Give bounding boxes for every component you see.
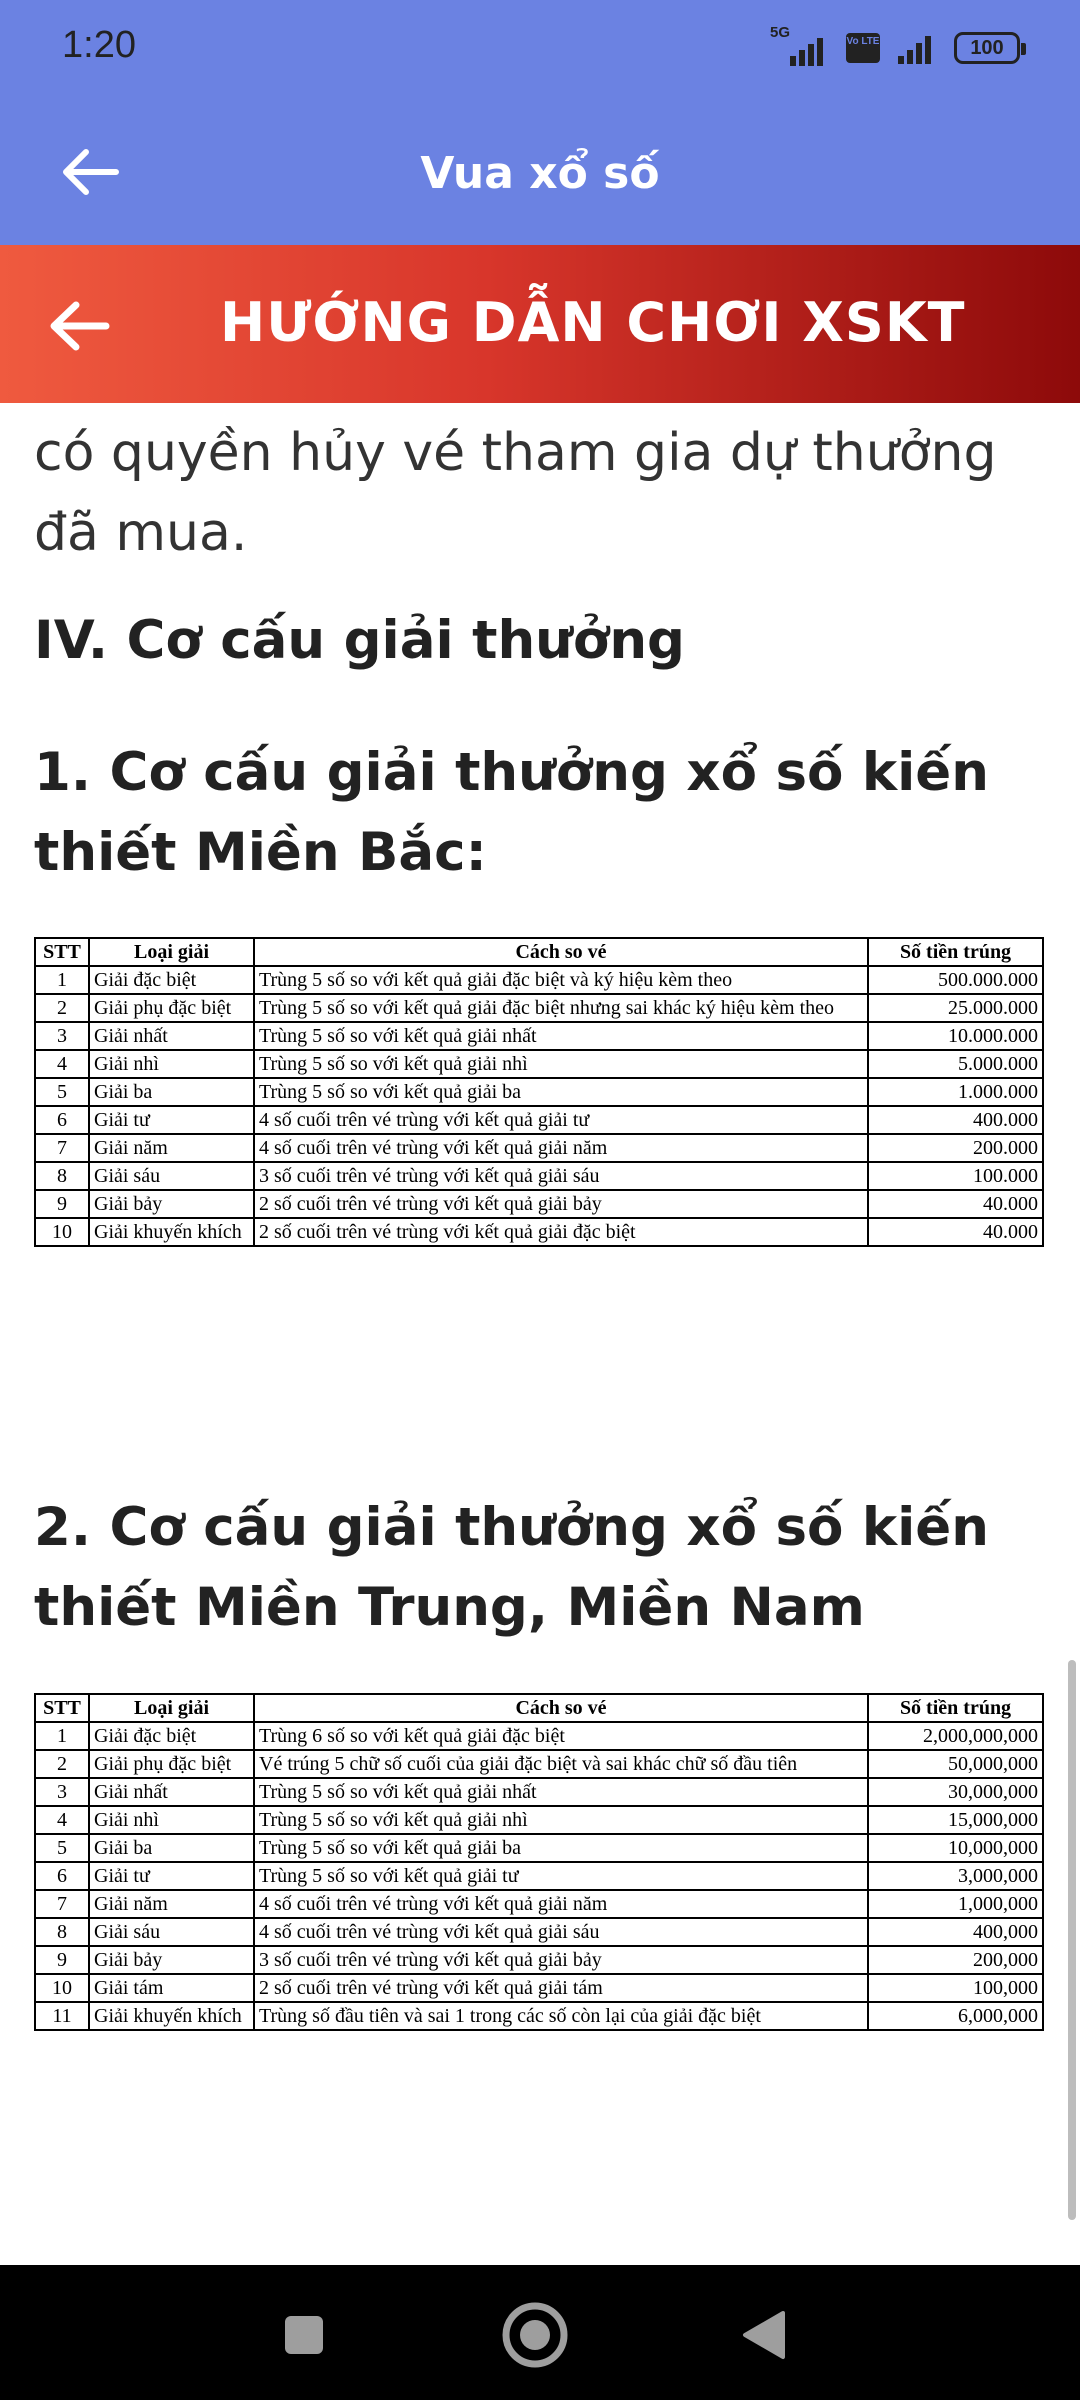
row-type: Giải khuyến khích	[89, 1218, 254, 1246]
row-amount: 6,000,000	[868, 2002, 1043, 2030]
status-bar	[0, 0, 1080, 100]
row-type: Giải bảy	[89, 1190, 254, 1218]
row-amount: 200.000	[868, 1134, 1043, 1162]
col-stt: STT	[35, 938, 89, 966]
app-bar	[0, 100, 1080, 245]
scrollbar-thumb[interactable]	[1068, 1660, 1076, 2220]
table-row	[35, 1106, 1043, 1134]
row-type: Giải tám	[89, 1974, 254, 2002]
row-amount: 1,000,000	[868, 1890, 1043, 1918]
table-row	[35, 1190, 1043, 1218]
row-how: Trùng 5 số so với kết quả giải đặc biệt nhưng sai khác ký hiệu kèm theo	[254, 994, 868, 1022]
row-amount: 25.000.000	[868, 994, 1043, 1022]
row-type: Giải tư	[89, 1862, 254, 1890]
banner-back-arrow-icon[interactable]	[46, 293, 112, 359]
col-how: Cách so vé	[254, 1694, 868, 1722]
table-row	[35, 1078, 1043, 1106]
row-amount: 40.000	[868, 1190, 1043, 1218]
row-amount: 10.000.000	[868, 1022, 1043, 1050]
row-type: Giải phụ đặc biệt	[89, 994, 254, 1022]
row-amount: 50,000,000	[868, 1750, 1043, 1778]
row-type: Giải đặc biệt	[89, 966, 254, 994]
row-amount: 15,000,000	[868, 1806, 1043, 1834]
row-stt: 3	[35, 1778, 89, 1806]
row-stt: 6	[35, 1862, 89, 1890]
row-type: Giải khuyến khích	[89, 2002, 254, 2030]
row-stt: 9	[35, 1946, 89, 1974]
row-how: Trùng 5 số so với kết quả giải nhất	[254, 1778, 868, 1806]
row-stt: 2	[35, 1750, 89, 1778]
table-row	[35, 1862, 1043, 1890]
row-how: Trùng 5 số so với kết quả giải ba	[254, 1078, 868, 1106]
row-amount: 200,000	[868, 1946, 1043, 1974]
system-nav-bar	[0, 2265, 1080, 2400]
row-how: 4 số cuối trên vé trùng với kết quả giải năm	[254, 1134, 868, 1162]
row-how: 4 số cuối trên vé trùng với kết quả giải sáu	[254, 1918, 868, 1946]
row-type: Giải ba	[89, 1834, 254, 1862]
row-stt: 5	[35, 1078, 89, 1106]
row-stt: 9	[35, 1190, 89, 1218]
section-title: IV. Cơ cấu giải thưởng	[34, 610, 685, 671]
col-amount: Số tiền trúng	[868, 938, 1043, 966]
back-button[interactable]	[724, 2295, 804, 2375]
row-how: Vé trúng 5 chữ số cuối của giải đặc biệt và sai khác chữ số đầu tiên	[254, 1750, 868, 1778]
table-header-row	[35, 938, 1043, 966]
home-circle-icon	[500, 2300, 570, 2370]
row-how: 2 số cuối trên vé trùng với kết quả giải tám	[254, 1974, 868, 2002]
col-stt: STT	[35, 1694, 89, 1722]
table-row	[35, 1946, 1043, 1974]
row-how: Trùng 5 số so với kết quả giải nhì	[254, 1050, 868, 1078]
table-row	[35, 1834, 1043, 1862]
row-stt: 4	[35, 1050, 89, 1078]
row-how: 4 số cuối trên vé trùng với kết quả giải tư	[254, 1106, 868, 1134]
table-row	[35, 1722, 1043, 1750]
row-how: 2 số cuối trên vé trùng với kết quả giải bảy	[254, 1190, 868, 1218]
table-row	[35, 1750, 1043, 1778]
row-amount: 2,000,000,000	[868, 1722, 1043, 1750]
row-how: 2 số cuối trên vé trùng với kết quả giải đặc biệt	[254, 1218, 868, 1246]
row-stt: 5	[35, 1834, 89, 1862]
central-south-title: 2. Cơ cấu giải thưởng xổ số kiến thiết Miền Trung, Miền Nam	[34, 1497, 989, 1638]
row-stt: 10	[35, 1218, 89, 1246]
row-how: Trùng 5 số so với kết quả giải đặc biệt và ký hiệu kèm theo	[254, 966, 868, 994]
row-how: Trùng 5 số so với kết quả giải nhì	[254, 1806, 868, 1834]
app-title: Vua xổ số	[420, 148, 660, 199]
row-stt: 7	[35, 1890, 89, 1918]
row-how: 3 số cuối trên vé trùng với kết quả giải bảy	[254, 1946, 868, 1974]
row-type: Giải tư	[89, 1106, 254, 1134]
table-row	[35, 2002, 1043, 2030]
row-how: 3 số cuối trên vé trùng với kết quả giải sáu	[254, 1162, 868, 1190]
table-row	[35, 1050, 1043, 1078]
north-prize-table	[34, 937, 1044, 1247]
row-type: Giải bảy	[89, 1946, 254, 1974]
home-button[interactable]	[495, 2295, 575, 2375]
table-row	[35, 1778, 1043, 1806]
row-stt: 1	[35, 1722, 89, 1750]
row-amount: 40.000	[868, 1218, 1043, 1246]
row-amount: 5.000.000	[868, 1050, 1043, 1078]
table-row	[35, 1890, 1043, 1918]
signal-5g-icon	[770, 24, 832, 68]
intro-paragraph: có quyền hủy vé tham gia dự thưởng đã mua.	[34, 423, 997, 563]
row-type: Giải nhất	[89, 1778, 254, 1806]
banner-title: HƯỚNG DẪN CHƠI XSKT	[220, 291, 966, 354]
table-header-row	[35, 1694, 1043, 1722]
col-amount: Số tiền trúng	[868, 1694, 1043, 1722]
row-amount: 100,000	[868, 1974, 1043, 2002]
row-amount: 100.000	[868, 1162, 1043, 1190]
row-stt: 11	[35, 2002, 89, 2030]
col-how: Cách so vé	[254, 938, 868, 966]
central-south-prize-table	[34, 1693, 1044, 2031]
recents-square-icon	[282, 2313, 326, 2357]
row-stt: 6	[35, 1106, 89, 1134]
row-how: Trùng 6 số so với kết quả giải đặc biệt	[254, 1722, 868, 1750]
volte-icon	[846, 33, 880, 63]
status-time: 1:20	[62, 24, 136, 66]
battery-icon	[954, 32, 1020, 64]
row-stt: 1	[35, 966, 89, 994]
guide-banner	[0, 245, 1080, 403]
network-label: 5G	[770, 24, 791, 41]
row-type: Giải nhì	[89, 1050, 254, 1078]
row-amount: 1.000.000	[868, 1078, 1043, 1106]
back-triangle-icon	[739, 2309, 789, 2361]
row-amount: 400.000	[868, 1106, 1043, 1134]
row-type: Giải sáu	[89, 1162, 254, 1190]
recents-button[interactable]	[264, 2295, 344, 2375]
table-row	[35, 1022, 1043, 1050]
row-how: Trùng số đầu tiên và sai 1 trong các số còn lại của giải đặc biệt	[254, 2002, 868, 2030]
col-type: Loại giải	[89, 1694, 254, 1722]
signal-icon	[894, 30, 940, 66]
row-stt: 4	[35, 1806, 89, 1834]
row-type: Giải đặc biệt	[89, 1722, 254, 1750]
row-how: Trùng 5 số so với kết quả giải nhất	[254, 1022, 868, 1050]
row-type: Giải phụ đặc biệt	[89, 1750, 254, 1778]
status-icons	[770, 24, 1020, 68]
row-type: Giải năm	[89, 1134, 254, 1162]
row-stt: 3	[35, 1022, 89, 1050]
row-how: 4 số cuối trên vé trùng với kết quả giải năm	[254, 1890, 868, 1918]
row-type: Giải ba	[89, 1078, 254, 1106]
table-row	[35, 994, 1043, 1022]
row-type: Giải nhì	[89, 1806, 254, 1834]
table-row	[35, 1918, 1043, 1946]
row-stt: 8	[35, 1162, 89, 1190]
volte-label: Vo LTE	[846, 36, 880, 47]
table-row	[35, 1162, 1043, 1190]
row-amount: 30,000,000	[868, 1778, 1043, 1806]
row-type: Giải nhất	[89, 1022, 254, 1050]
table-row	[35, 966, 1043, 994]
table-row	[35, 1134, 1043, 1162]
row-stt: 10	[35, 1974, 89, 2002]
table-row	[35, 1974, 1043, 2002]
article-content[interactable]	[0, 403, 1080, 2265]
row-amount: 400,000	[868, 1918, 1043, 1946]
row-amount: 500.000.000	[868, 966, 1043, 994]
row-amount: 10,000,000	[868, 1834, 1043, 1862]
table-row	[35, 1218, 1043, 1246]
row-stt: 8	[35, 1918, 89, 1946]
row-stt: 7	[35, 1134, 89, 1162]
row-how: Trùng 5 số so với kết quả giải ba	[254, 1834, 868, 1862]
row-how: Trùng 5 số so với kết quả giải tư	[254, 1862, 868, 1890]
row-stt: 2	[35, 994, 89, 1022]
table-row	[35, 1806, 1043, 1834]
row-type: Giải sáu	[89, 1918, 254, 1946]
battery-level: 100	[970, 36, 1004, 59]
north-title: 1. Cơ cấu giải thưởng xổ số kiến thiết Miền Bắc:	[34, 742, 989, 883]
col-type: Loại giải	[89, 938, 254, 966]
row-type: Giải năm	[89, 1890, 254, 1918]
row-amount: 3,000,000	[868, 1862, 1043, 1890]
